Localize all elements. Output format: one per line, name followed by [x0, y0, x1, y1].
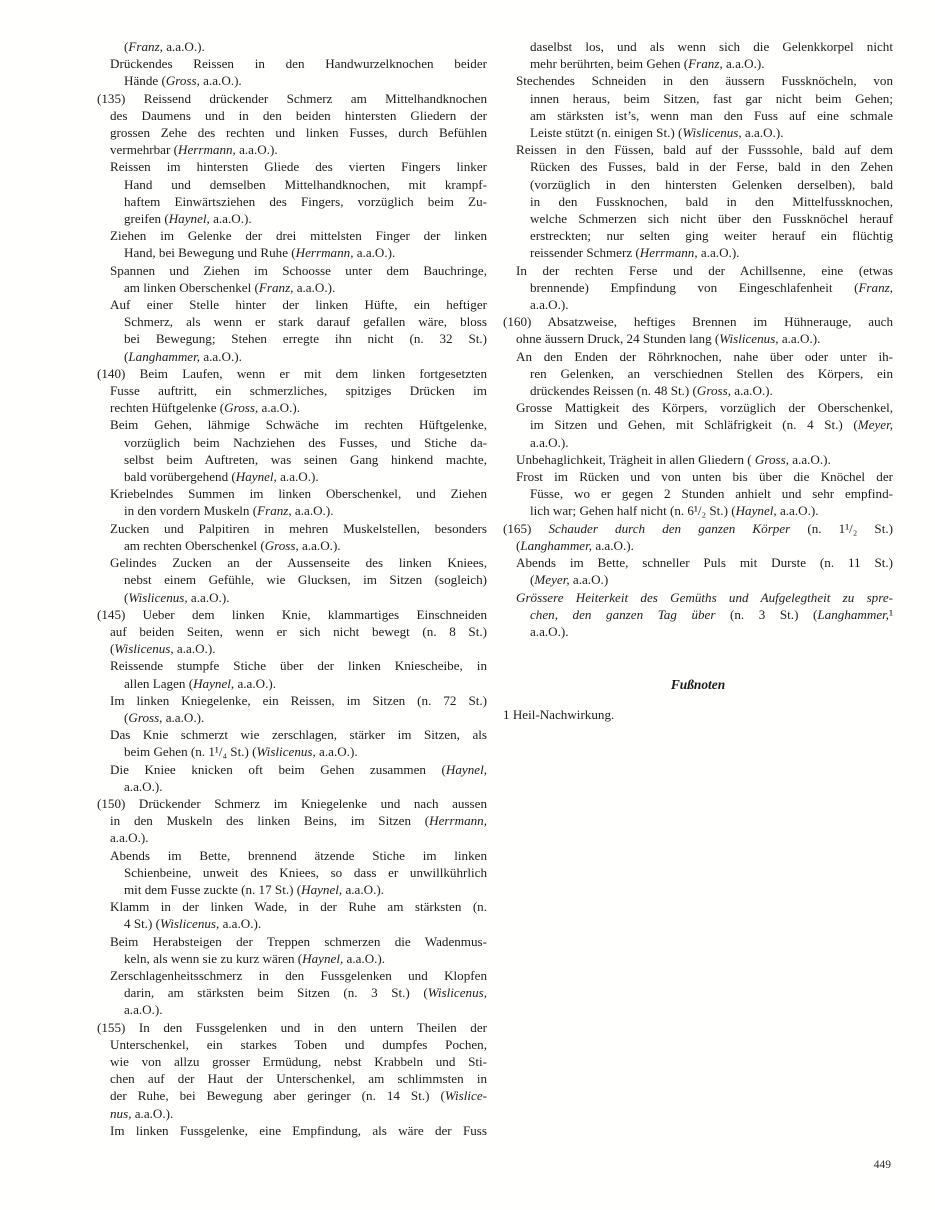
text-line: wie von allzu grosser Ermüdung, nebst Krabbeln und Sti- — [110, 1053, 487, 1069]
text-line: Hände (Gross, a.a.O.). — [124, 73, 242, 89]
text-line: (150) Drückender Schmerz im Kniegelenke und nach aussen — [97, 795, 487, 811]
text-line: bald vorübergehend (Haynel, a.a.O.). — [124, 469, 319, 485]
text-line: ren Gelenken, an verschiednen Stellen des Körpers, ein — [530, 365, 893, 381]
symptom-entry — [97, 520, 487, 554]
text-line: innen heraus, beim Sitzen, fast gar nicht beim Gehen; — [530, 90, 893, 106]
symptom-entry — [503, 589, 893, 641]
text-line: (Wislicenus, a.a.O.). — [110, 641, 216, 657]
text-line: in den Fussknochen, bald in den Mittelfussknochen, — [530, 193, 893, 209]
text-line: a.a.O.). — [124, 778, 163, 794]
symptom-entry — [97, 554, 487, 606]
symptom-entry — [97, 485, 487, 519]
text-line: haftem Einwärtsziehen des Fingers, vorzüglich beim Zu- — [124, 193, 487, 209]
text-line: keln, als wenn sie zu kurz wären (Haynel, a.a.O.). — [124, 950, 386, 966]
text-line: mit dem Fusse zuckte (n. 17 St.) (Haynel, a.a.O.). — [124, 881, 385, 897]
symptom-entry — [503, 72, 893, 141]
text-line: am rechten Oberschenkel (Gross, a.a.O.). — [124, 537, 341, 553]
text-line: Reissende stumpfe Stiche über der linken Kniescheibe, in — [110, 658, 487, 674]
symptom-entry — [97, 158, 487, 227]
text-line: darin, am stärksten beim Sitzen (n. 3 St.) (Wislicenus, — [124, 985, 487, 1001]
symptom-entry — [97, 933, 487, 967]
symptom-entry — [97, 657, 487, 691]
text-line: Drückendes Reissen in den Handwurzelknochen beider — [110, 56, 487, 72]
symptom-entry — [503, 348, 893, 400]
text-line: Unterschenkel, ein starkes Toben und dumpfes Pochen, — [110, 1036, 487, 1052]
text-line: a.a.O.). — [110, 830, 149, 846]
text-line: (Langhammer, a.a.O.). — [124, 348, 242, 364]
text-line: (Wislicenus, a.a.O.). — [124, 589, 230, 605]
text-line: Abends im Bette, schneller Puls mit Durste (n. 11 St.) — [516, 555, 893, 571]
text-line: Zucken und Palpitiren in mehren Muskelstellen, besonders — [110, 520, 487, 536]
symptom-entry — [97, 1122, 487, 1139]
text-line: Klamm in der linken Wade, in der Ruhe am stärksten (n. — [110, 899, 487, 915]
text-line: in den vordern Muskeln (Franz, a.a.O.). — [124, 503, 334, 519]
symptom-entry — [97, 365, 487, 417]
text-line: Beim Gehen, lähmige Schwäche im rechten Hüftgelenke, — [110, 417, 487, 433]
text-line: nus, a.a.O.). — [110, 1105, 174, 1121]
text-line: chen auf der Haut der Unterschenkel, am schlimmsten in — [110, 1071, 487, 1087]
footnotes-heading: Fußnoten — [670, 677, 726, 693]
text-line: Die Kniee knicken oft beim Gehen zusammen (Haynel, — [110, 761, 487, 777]
symptom-entry — [97, 692, 487, 726]
text-line: brennende) Empfindung von Eingeschlafenheit (Franz, — [530, 279, 893, 295]
text-line: Abends im Bette, brennend ätzende Stiche im linken — [110, 847, 487, 863]
text-line: (145) Ueber dem linken Knie, klammartiges Einschneiden — [97, 606, 487, 622]
text-line: vermehrbar (Herrmann, a.a.O.). — [110, 142, 278, 158]
symptom-entry — [503, 554, 893, 588]
symptom-entry — [97, 967, 487, 1019]
text-line: Auf einer Stelle hinter der linken Hüfte, ein heftiger — [110, 297, 487, 313]
symptom-entry — [97, 227, 487, 261]
text-line: Zerschlagenheitsschmerz in den Fussgelenken und Klopfen — [110, 967, 487, 983]
text-line: (vorzüglich in den hintersten Gelenken derselben), bald — [530, 176, 893, 192]
text-line: der Ruhe, bei Bewegung aber geringer (n. 14 St.) (Wislice- — [110, 1088, 487, 1104]
symptom-entry — [97, 1019, 487, 1122]
text-line: Das Knie schmerzt wie zerschlagen, stärker im Sitzen, als — [110, 727, 487, 743]
text-line: Fusse auftritt, ein schmerzliches, spitziges Drücken im — [110, 383, 487, 399]
text-line: beim Gehen (n. 1¹/₄ St.) (Wislicenus, a.a.O.). — [124, 744, 358, 760]
text-line: a.a.O.). — [530, 623, 569, 639]
text-line: im Sitzen und Gehen, mit Schläfrigkeit (n. 4 St.) (Meyer, — [530, 417, 893, 433]
text-line: vorzüglich beim Nachziehen des Fusses, und Stiche da- — [124, 434, 487, 450]
text-line: In der rechten Ferse und der Achillsenne, eine (etwas — [516, 262, 893, 278]
symptom-entry — [97, 262, 487, 296]
text-line: (155) In den Fussgelenken und in den untern Theilen der — [97, 1019, 487, 1035]
text-line: des Daumens und in den beiden hintersten Gliedern der — [110, 107, 487, 123]
symptom-entry — [503, 38, 893, 72]
text-line: Spannen und Ziehen im Schoosse unter dem Bauchringe, — [110, 262, 487, 278]
symptom-entry — [97, 416, 487, 485]
text-line: am linken Oberschenkel (Franz, a.a.O.). — [124, 279, 336, 295]
text-line: Rücken des Fusses, bald in der Ferse, bald in den Zehen — [530, 159, 893, 175]
text-line: (Franz, a.a.O.). — [124, 39, 205, 54]
text-line: (Meyer, a.a.O.) — [530, 572, 609, 588]
text-line: allen Lagen (Haynel, a.a.O.). — [124, 675, 276, 691]
text-line: in den Muskeln des linken Beins, im Sitzen (Herrmann, — [110, 813, 487, 829]
text-line: Leiste stützt (n. einigen St.) (Wislicenus, a.a.O.). — [530, 125, 784, 141]
symptom-entry — [503, 468, 893, 520]
right-column-text — [503, 38, 893, 640]
symptom-entry — [503, 399, 893, 451]
text-line: Unbehaglichkeit, Trägheit in allen Gliedern ( Gross, a.a.O.). — [516, 451, 831, 467]
text-line: 4 St.) (Wislicenus, a.a.O.). — [124, 916, 262, 932]
text-line: auf beiden Seiten, wenn er sich nicht bewegt (n. 8 St.) — [110, 623, 487, 639]
text-line: (165) Schauder durch den ganzen Körper (n. 1¹/₂ St.) — [503, 520, 893, 536]
symptom-entry — [97, 55, 487, 89]
text-line: (160) Absatzweise, heftiges Brennen im Hühnerauge, auch — [503, 314, 893, 330]
text-line: a.a.O.). — [124, 1002, 163, 1018]
text-line: Reissen in den Füssen, bald auf der Fusssohle, bald auf dem — [516, 142, 893, 158]
left-column-text — [97, 38, 487, 1139]
text-line: Schmerz, als wenn er stark darauf gefallen wäre, bloss — [124, 314, 487, 330]
symptom-entry — [503, 451, 893, 468]
text-line: bei Bewegung; Stehen erregte ihn nicht (n. 32 St.) — [124, 331, 487, 347]
symptom-entry — [503, 141, 893, 261]
footnote-item: 1 Heil-Nachwirkung. — [503, 707, 615, 723]
text-line: Frost im Rücken und von unten bis über die Knöchel der — [516, 469, 893, 485]
symptom-entry — [97, 90, 487, 159]
symptom-entry — [97, 898, 487, 932]
symptom-entry — [97, 795, 487, 847]
symptom-entry — [503, 262, 893, 314]
text-line: a.a.O.). — [530, 434, 569, 450]
text-line: drückendes Reissen (n. 48 St.) (Gross, a.a.O.). — [530, 383, 773, 399]
text-line: (140) Beim Laufen, wenn er mit dem linken fortgesetzten — [97, 365, 487, 381]
text-line: grossen Zehe des rechten und linken Fusses, durch Befühlen — [110, 125, 487, 141]
text-line: welche Schmerzen sich nicht über den Fussknöchel herauf — [530, 211, 893, 227]
text-line: Im linken Kniegelenke, ein Reissen, im Sitzen (n. 72 St.) — [110, 692, 487, 708]
text-line: nebst einem Gefühle, wie Glucksen, im Sitzen (sogleich) — [124, 572, 487, 588]
text-line: (Gross, a.a.O.). — [124, 709, 205, 725]
text-line: lich war; Gehen half nicht (n. 6¹/₂ St.) (Haynel, a.a.O.). — [530, 503, 819, 519]
symptom-entry — [97, 847, 487, 899]
text-line: chen, den ganzen Tag über (n. 3 St.) (Langhammer,¹ — [530, 606, 893, 622]
text-line: Gelindes Zucken an der Aussenseite des linken Kniees, — [110, 555, 487, 571]
text-line: (135) Reissend drückender Schmerz am Mittelhandknochen — [97, 90, 487, 106]
left-column — [97, 38, 487, 1139]
text-line: Kriebelndes Summen im linken Oberschenkel, und Ziehen — [110, 486, 487, 502]
page-number: 449 — [873, 1159, 891, 1171]
text-line: rechten Hüftgelenke (Gross, a.a.O.). — [110, 400, 301, 416]
text-line: a.a.O.). — [530, 297, 569, 313]
right-column — [503, 38, 893, 724]
text-line: Hand und demselben Mittelhandknochen, mit krampf- — [124, 176, 487, 192]
symptom-entry — [97, 726, 487, 760]
text-line: mehr berührten, beim Gehen (Franz, a.a.O.). — [530, 56, 765, 72]
symptom-entry — [97, 296, 487, 365]
text-line: An den Enden der Röhrknochen, nahe über oder unter ih- — [516, 348, 893, 364]
text-line: erstreckten; nur selten ging weiter herauf ein flüchtig — [530, 228, 893, 244]
text-line: Hand, bei Bewegung und Ruhe (Herrmann, a.a.O.). — [124, 245, 396, 261]
text-line: Beim Herabsteigen der Treppen schmerzen die Wadenmus- — [110, 933, 487, 949]
symptom-entry — [97, 606, 487, 658]
symptom-entry — [97, 761, 487, 795]
text-line: Im linken Fussgelenke, eine Empfindung, als wäre der Fuss — [110, 1122, 487, 1138]
text-line: Grosse Mattigkeit des Körpers, vorzüglich der Oberschenkel, — [516, 400, 893, 416]
text-line: (Langhammer, a.a.O.). — [516, 537, 634, 553]
symptom-entry — [97, 38, 487, 55]
text-line: ohne äussern Druck, 24 Stunden lang (Wislicenus, a.a.O.). — [516, 331, 821, 347]
text-line: am stärksten ist’s, wenn man den Fuss auf eine schmale — [530, 107, 893, 123]
text-line: Ziehen im Gelenke der drei mittelsten Finger der linken — [110, 228, 487, 244]
text-line: selbst beim Auftreten, was seinen Gang hinkend machte, — [124, 451, 487, 467]
text-line: Grössere Heiterkeit des Gemüths und Aufgelegtheit zu spre- — [516, 589, 893, 605]
symptom-entry — [503, 313, 893, 347]
text-line: reissender Schmerz (Herrmann, a.a.O.). — [530, 245, 740, 261]
text-line: Stechendes Schneiden in den äussern Fussknöcheln, von — [516, 73, 893, 89]
text-line: Füsse, wo er gegen 2 Stunden anhielt und sehr empfind- — [530, 486, 893, 502]
text-line: Reissen im hintersten Gliede des vierten Fingers linker — [110, 159, 487, 175]
text-line: daselbst los, und als wenn sich die Gelenkkorpel nicht — [530, 39, 893, 54]
text-line: Schienbeine, unweit des Kniees, so dass er unwillkührlich — [124, 864, 487, 880]
text-line: greifen (Haynel, a.a.O.). — [124, 211, 252, 227]
symptom-entry — [503, 520, 893, 554]
footnotes-section — [503, 676, 893, 723]
